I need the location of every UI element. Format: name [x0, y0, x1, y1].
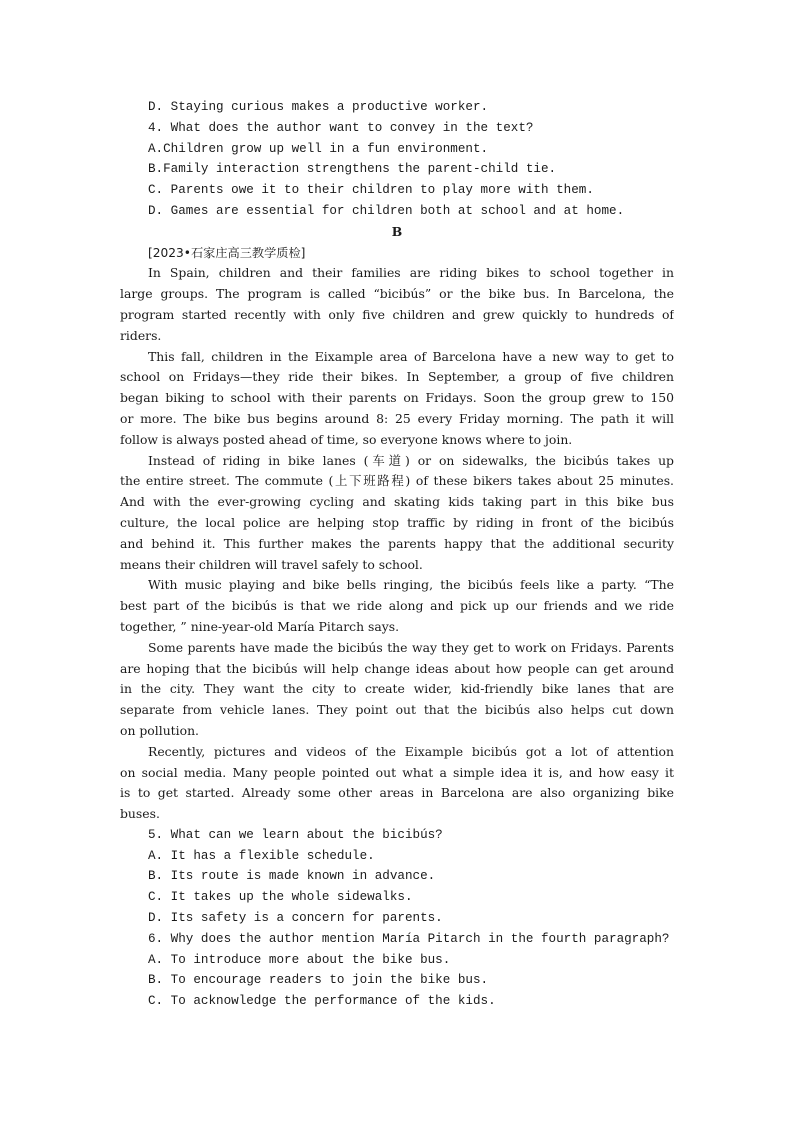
text-line: Recently, pictures and videos of the Eixample bicibús got a lot of attention [148, 743, 674, 759]
option-line: D. Games are essential for children both at school and at home. [148, 203, 625, 218]
text-line: on social media. Many people pointed out what a simple idea it is, and how easy it [120, 764, 674, 780]
text-line: This fall, children in the Eixample area of Barcelona have a new way to get to [148, 348, 674, 364]
text-line: the entire street. The commute (上下班路程) of these bikers takes about 25 minutes. [120, 473, 674, 489]
source-label: [2023•石家庄高三教学质检] [148, 245, 306, 260]
text-line: culture, the local police are helping stop traffic by riding in front of the bicibús [120, 514, 674, 530]
text-line: began biking to school with their parents on Fridays. Soon the group grew to 150 [120, 390, 674, 406]
question-line: 5. What can we learn about the bicibús? [148, 827, 443, 842]
paragraph-6 [120, 742, 674, 825]
question-block-bottom [120, 825, 674, 1012]
text-line: together, ” nine-year-old María Pitarch says. [120, 618, 400, 634]
text-line: best part of the bicibús is that we ride along and pick up our friends and we ride [120, 598, 674, 614]
text-line: in the city. They want the city to create wider, kid-friendly bike lanes that are [120, 681, 674, 697]
text-line: or more. The bike bus begins around 8: 25 every Friday morning. The path it will [120, 410, 674, 426]
text-line: and behind it. This further makes the parents happy that the additional security [120, 535, 674, 551]
option-line: B. Its route is made known in advance. [148, 869, 436, 884]
option-line: D. Its safety is a concern for parents. [148, 911, 443, 926]
section-label: B [391, 223, 403, 239]
text-line: on pollution. [120, 722, 199, 738]
text-line: follow is always posted ahead of time, so everyone knows where to join. [120, 431, 573, 447]
text-line: is to get started. Already some other areas in Barcelona are also organizing bike [120, 785, 674, 801]
text-line: riders. [120, 327, 162, 343]
question-line: 6. Why does the author mention María Pitarch in the fourth paragraph? [148, 931, 670, 946]
option-line: C. Parents owe it to their children to play more with them. [148, 183, 594, 198]
text-line: large groups. The program is called “bicibús” or the bike bus. In Barcelona, the [120, 286, 674, 302]
paragraph-5 [120, 638, 674, 742]
text-line: With music playing and bike bells ringing, the bicibús feels like a party. “The [148, 577, 674, 593]
option-line: A.Children grow up well in a fun environment. [148, 141, 489, 156]
text-line: buses. [120, 806, 160, 822]
option-line: A. It has a flexible schedule. [148, 848, 375, 863]
text-line: program started recently with only five children and grew quickly to hundreds of [120, 306, 674, 322]
question-line: 4. What does the author want to convey in the text? [148, 120, 534, 135]
paragraph-3 [120, 451, 674, 576]
document-page [120, 97, 674, 1012]
option-line: A. To introduce more about the bike bus. [148, 952, 451, 967]
option-line: B. To encourage readers to join the bike bus. [148, 973, 489, 988]
text-line: In Spain, children and their families are riding bikes to school together in [148, 265, 674, 281]
option-line: C. It takes up the whole sidewalks. [148, 890, 413, 905]
option-line: C. To acknowledge the performance of the kids. [148, 994, 496, 1009]
question-block-top [120, 97, 674, 222]
paragraph-4 [120, 575, 674, 637]
paragraph-1 [120, 263, 674, 346]
text-line: And with the ever-growing cycling and skating kids taking part in this bike bus [120, 494, 674, 510]
option-line: D. Staying curious makes a productive worker. [148, 100, 489, 114]
text-line: Instead of riding in bike lanes (车道) or on sidewalks, the bicibús takes up [148, 452, 674, 468]
paragraph-2 [120, 347, 674, 451]
text-line: are hoping that the bicibús will help change ideas about how people can get around [120, 660, 674, 676]
text-line: Some parents have made the bicibús the way they get to work on Fridays. Parents [148, 639, 674, 655]
text-line: separate from vehicle lanes. They point out that the bicibús also helps cut down [120, 702, 674, 718]
text-line: school on Fridays—they ride their bikes. In September, a group of five children [120, 369, 674, 385]
text-line: means their children will travel safely to school. [120, 556, 423, 572]
option-line: B.Family interaction strengthens the parent-child tie. [148, 162, 557, 177]
